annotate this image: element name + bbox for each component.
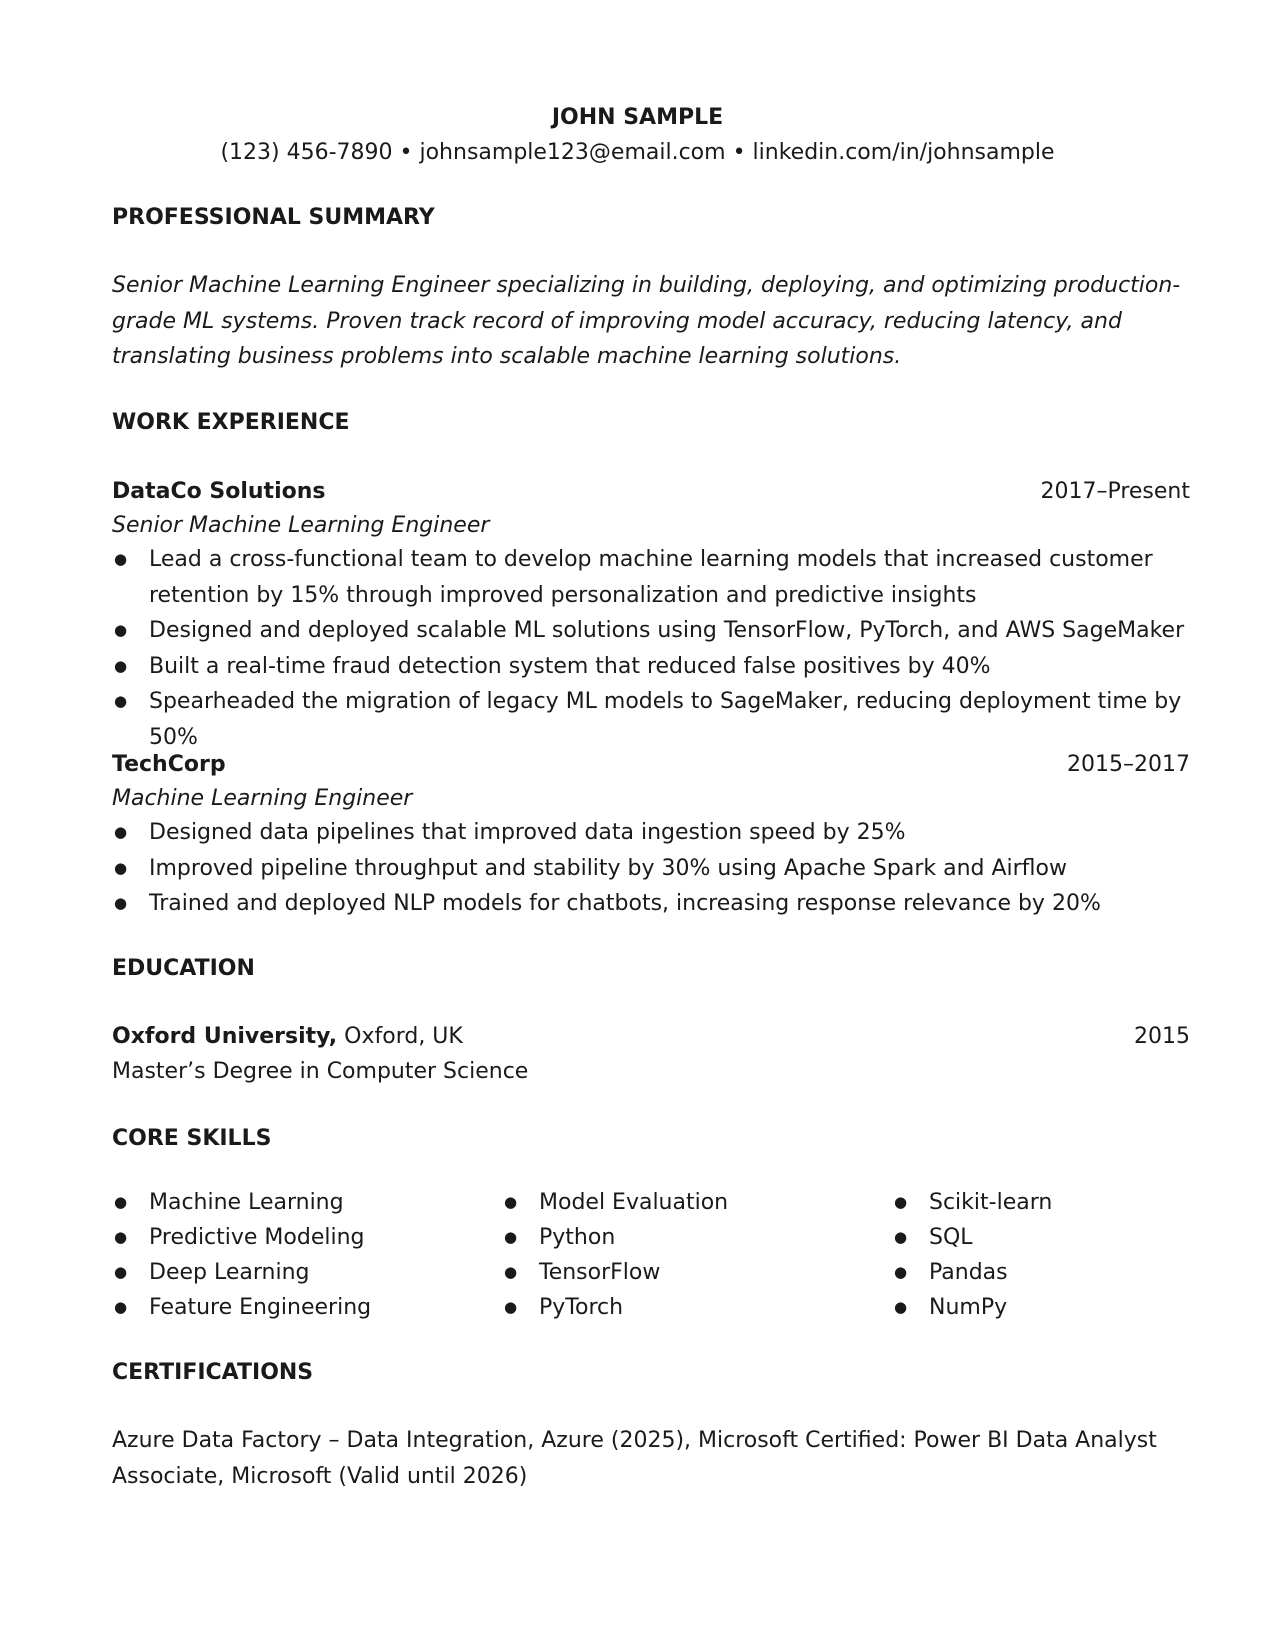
skill-item: ● SQL <box>892 1220 1262 1255</box>
school-name: Oxford University, <box>112 1024 338 1049</box>
job-dates: 2017–Present <box>1040 479 1190 504</box>
list-item: ● Spearheaded the migration of legacy ML models to SageMaker, reducing deployment time by 50% <box>112 684 1190 755</box>
skill-item: ● TensorFlow <box>502 1255 872 1290</box>
skills-column <box>502 1185 872 1325</box>
skills-heading: CORE SKILLS <box>112 1126 272 1151</box>
summary-text: Senior Machine Learning Engineer specializing in building, deploying, and optimizing production-grade ML systems. Proven track record of improving model accuracy, reducing latency, and translating business problems into scalable machine learning solutions. <box>112 273 1181 369</box>
skill-item: ● Predictive Modeling <box>112 1220 482 1255</box>
job-dates: 2015–2017 <box>1067 752 1190 777</box>
job-bullets <box>112 815 1190 922</box>
skill-item: ● Feature Engineering <box>112 1290 482 1325</box>
contact-line: (123) 456-7890 • johnsample123@email.com • linkedin.com/in/johnsample <box>220 140 1055 165</box>
experience-heading: WORK EXPERIENCE <box>112 410 350 435</box>
education-row <box>112 1019 1190 1054</box>
list-item: ● Designed and deployed scalable ML solutions using TensorFlow, PyTorch, and AWS SageMaker <box>112 613 1190 649</box>
certifications-text: Azure Data Factory – Data Integration, Azure (2025), Microsoft Certified: Power BI Data Analyst Associate, Microsoft (Valid until 2026) <box>112 1428 1157 1489</box>
skill-item: ● Model Evaluation <box>502 1185 872 1220</box>
list-item: ● Built a real-time fraud detection system that reduced false positives by 40% <box>112 649 1190 685</box>
degree: Master’s Degree in Computer Science <box>112 1059 529 1084</box>
job-role: Machine Learning Engineer <box>112 786 413 811</box>
certifications-heading: CERTIFICATIONS <box>112 1360 314 1385</box>
company-name: TechCorp <box>112 752 226 777</box>
summary-heading: PROFESSIONAL SUMMARY <box>112 205 435 230</box>
skill-item: ● Scikit-learn <box>892 1185 1262 1220</box>
list-item: ● Designed data pipelines that improved data ingestion speed by 25% <box>112 815 1190 851</box>
skill-item: ● Pandas <box>892 1255 1262 1290</box>
resume-header <box>0 100 1275 170</box>
school-location: Oxford, UK <box>337 1024 463 1049</box>
skill-item: ● PyTorch <box>502 1290 872 1325</box>
skill-item: ● NumPy <box>892 1290 1262 1325</box>
graduation-year: 2015 <box>1134 1024 1190 1049</box>
skills-column <box>892 1185 1262 1325</box>
education-heading: EDUCATION <box>112 956 255 981</box>
skill-item: ● Python <box>502 1220 872 1255</box>
list-item: ● Trained and deployed NLP models for chatbots, increasing response relevance by 20% <box>112 886 1190 922</box>
list-item: ● Lead a cross-functional team to develop machine learning models that increased customer retention by 15% through improved personalization and predictive insights <box>112 542 1190 613</box>
list-item: ● Improved pipeline throughput and stability by 30% using Apache Spark and Airflow <box>112 851 1190 887</box>
skill-item: ● Deep Learning <box>112 1255 482 1290</box>
job-role: Senior Machine Learning Engineer <box>112 513 490 538</box>
job-header <box>112 747 1190 782</box>
skill-item: ● Machine Learning <box>112 1185 482 1220</box>
candidate-name: JOHN SAMPLE <box>551 105 724 130</box>
skills-column <box>112 1185 482 1325</box>
company-name: DataCo Solutions <box>112 479 326 504</box>
job-bullets <box>112 542 1190 755</box>
job-header <box>112 474 1190 509</box>
